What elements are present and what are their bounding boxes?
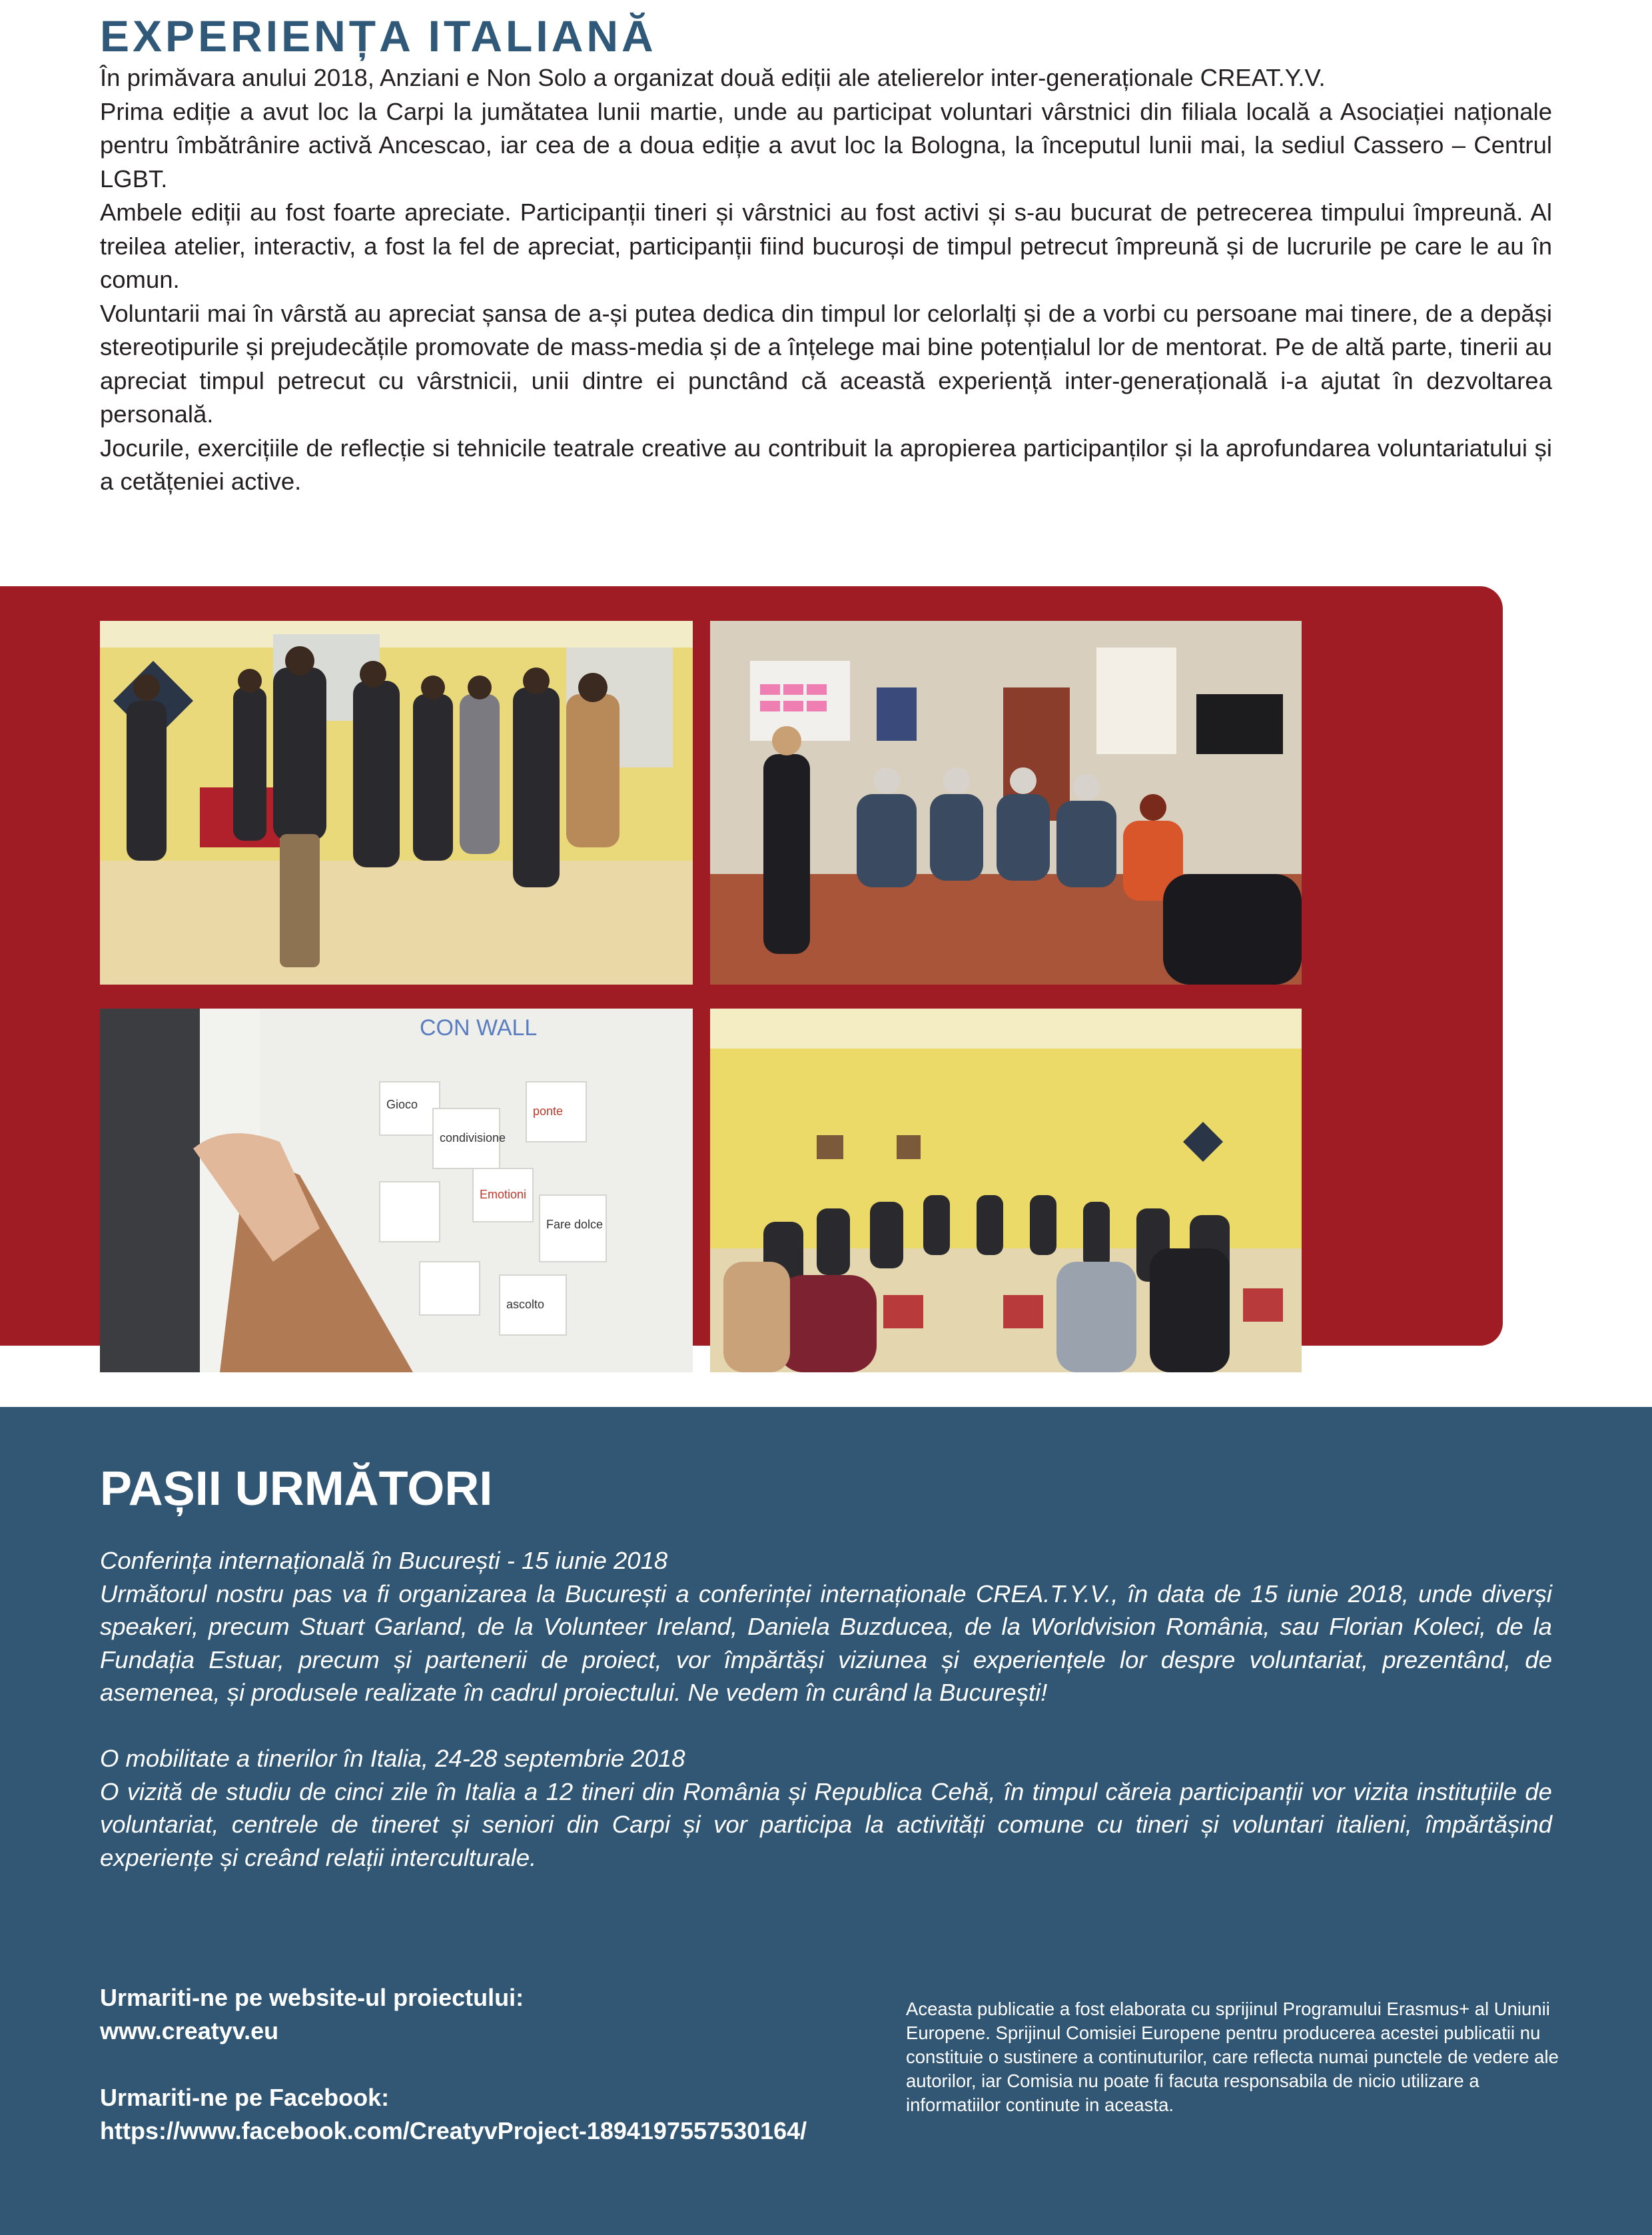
facebook-link[interactable]: https://www.facebook.com/CreatyvProject-1894197557530164/ bbox=[100, 2117, 807, 2144]
website-label: Urmariti-ne pe website-ul proiectului: bbox=[100, 1984, 524, 2011]
workshop-photo-icon bbox=[710, 621, 1302, 985]
intro-text bbox=[100, 61, 1552, 499]
workshop-photo-large-circle bbox=[710, 1009, 1302, 1372]
next-steps-body bbox=[100, 1544, 1552, 1874]
next-step-text: O vizită de studiu de cinci zile în Italia a 12 tineri din România și Republica Cehă, în timpul căreia participanții vor vizita instituțiile de voluntariat, centrele de tineret și seniori din Carpi și vor participa la activități comune cu tineri și voluntari italieni, împărtășind experiențe și creând relații interculturale. bbox=[100, 1777, 1552, 1871]
intro-paragraph: Voluntarii mai în vârstă au apreciat șansa de a-și putea dedica din timpul lor celorlalți și de a vorbi cu persoane mai tinere, de a depăși stereotipurile și prejudecățile promovate de mass-media și de a înțelege mai bine potențialul lor de mentorat. Pe de altă parte, tinerii au apreciat timpul petrecut cu vârstnicii, unii dintre ei punctând că această experiență inter-generațională i-a ajutat în dezvoltarea personală. bbox=[100, 299, 1552, 428]
next-step-heading: O mobilitate a tinerilor în Italia, 24-28 septembrie 2018 bbox=[100, 1745, 685, 1772]
workshop-photo-standing-group bbox=[100, 621, 693, 985]
postit-note: Gioco bbox=[386, 1098, 418, 1111]
postit-note: Fare dolce bbox=[546, 1218, 604, 1231]
next-steps-title: PAȘII URMĂTORI bbox=[100, 1462, 493, 1516]
wall-header: CON WALL bbox=[420, 1015, 538, 1041]
workshop-photo-icon bbox=[100, 621, 693, 985]
workshop-photo-icon bbox=[100, 1009, 693, 1372]
postit-note: Emotioni bbox=[480, 1188, 527, 1201]
follow-block bbox=[100, 1981, 899, 2148]
spacer bbox=[100, 2048, 899, 2081]
facebook-label: Urmariti-ne pe Facebook: bbox=[100, 2084, 390, 2111]
postit-note: condivisione bbox=[440, 1131, 506, 1144]
workshop-photo-postit-wall bbox=[100, 1009, 693, 1372]
workshop-photo-icon bbox=[710, 1009, 1302, 1372]
erasmus-disclaimer: Aceasta publicatie a fost elaborata cu sprijinul Programului Erasmus+ al Uniunii Europene. Sprijinul Comisiei Europene pentru producerea acestei publicatii nu constituie o sustinere a continuturilor, care reflecta numai punctele de vedere ale autorilor, iar Comisia nu poate fi facuta responsabila de nicio utilizare a informatiilor continute in aceasta. bbox=[906, 1999, 1559, 2115]
intro-paragraph: Ambele ediții au fost foarte apreciate. Participanții tineri și vârstnici au fost activi și s-au bucurat de petrecerea timpului împreună. Al treilea atelier, interactiv, a fost la fel de apreciat, participanții fiind bucuroși de timpul petrecut împreună și de lucrurile pe care le au în comun. bbox=[100, 199, 1552, 293]
workshop-photo-seated-circle bbox=[710, 621, 1302, 985]
postit-note: ascolto bbox=[506, 1298, 545, 1311]
page-title: EXPERIENȚA ITALIANĂ bbox=[100, 11, 657, 61]
intro-paragraph: Jocurile, exercițiile de reflecție si tehnicile teatrale creative au contribuit la apropierea participanților și la aprofundarea voluntariatului și a cetățeniei active. bbox=[100, 434, 1552, 495]
intro-paragraph: Prima ediție a avut loc la Carpi la jumătatea lunii martie, unde au participat voluntari vârstnici din filiala locală a Asociației naționale pentru îmbătrânire activă Ancescao, iar cea de a doua ediție a avut loc la Bologna, la începutul lunii mai, la sediul Cassero – Centrul LGBT. bbox=[100, 97, 1552, 193]
postit-note: ponte bbox=[533, 1105, 564, 1118]
intro-paragraph: În primăvara anului 2018, Anziani e Non Solo a organizat două ediții ale atelierelor inter-generaționale CREAT.Y.V. bbox=[100, 64, 1326, 91]
website-link[interactable]: www.creatyv.eu bbox=[100, 2017, 279, 2044]
next-step-heading: Conferința internațională în București - 15 iunie 2018 bbox=[100, 1547, 668, 1574]
next-step-text: Următorul nostru pas va fi organizarea la București a conferinței internaționale CREA.T.Y.V., în data de 15 iunie 2018, unde diverși speakeri, precum Stuart Garland, de la Volunteer Ireland, Daniela Buzducea, de la Worldvision România, sau Florian Koleci, de la Fundația Estuar, precum și partenerii de proiect, vor împărtăși viziunea și experiențele lor despre voluntariat, prezentând, de asemenea, și produsele realizate în cadrul proiectului. Ne vedem în curând la București! bbox=[100, 1579, 1552, 1706]
spacer bbox=[100, 1709, 1552, 1743]
